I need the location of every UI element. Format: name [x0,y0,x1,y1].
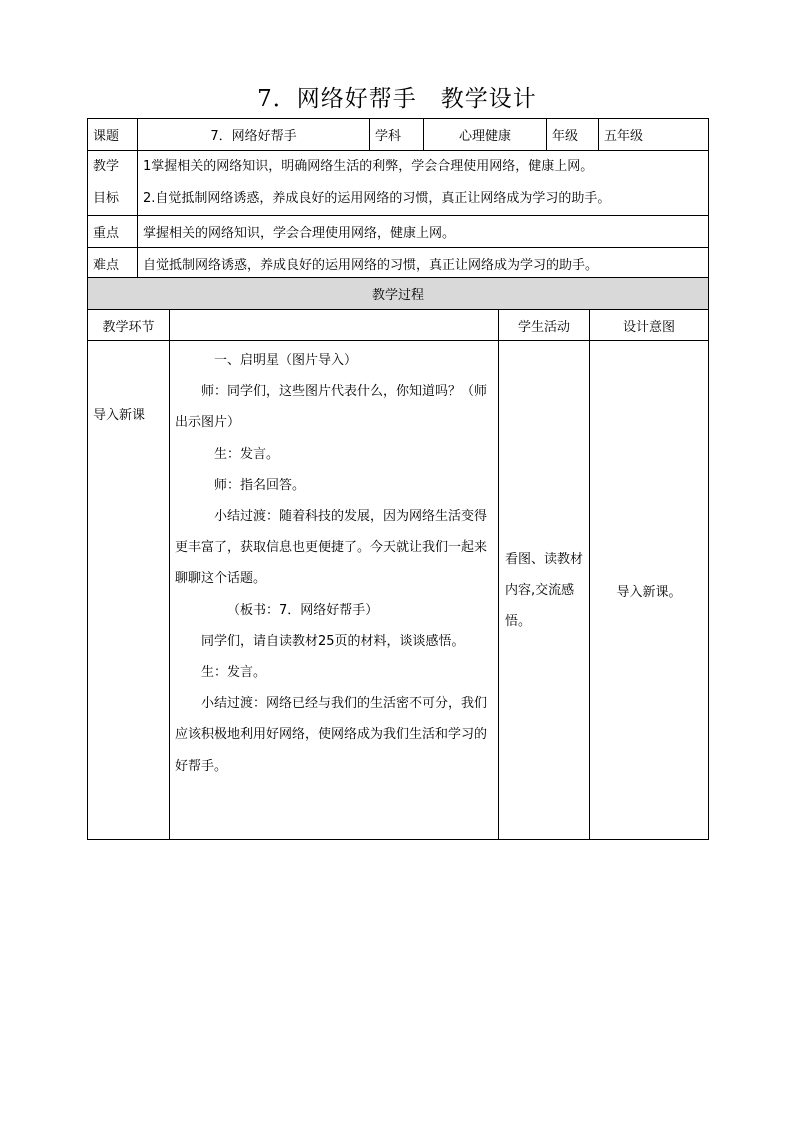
col-student-header: 学生活动 [499,310,590,341]
grade-label: 年级 [547,119,599,151]
process-line: 师：指名回答。 [214,477,306,493]
objectives-label-line-2: 目标 [93,191,120,206]
process-section-title: 教学过程 [88,278,709,310]
process-line: 生：发言。 [214,446,280,462]
topic-value: 7．网络好帮手 [138,119,370,151]
process-column-headers [88,310,709,341]
process-row [88,341,709,840]
col-intent-header: 设计意图 [590,310,709,341]
objectives-label-line-1: 教学 [93,159,120,174]
objective-2: 2.自觉抵制网络诱惑，养成良好的运用网络的习惯，真正让网络成为学习的助手。 [143,191,611,206]
student-activity: 看图、读教材内容,交流感悟。 [499,341,590,840]
key-value: 掌握相关的网络知识，学会合理使用网络，健康上网。 [138,216,709,248]
difficulty-row [88,248,709,280]
difficulty-value: 自觉抵制网络诱惑，养成良好的运用网络的习惯，真正让网络成为学习的助手。 [138,248,709,280]
process-line: 小结过渡：网络已经与我们的生活密不可分，我们应该积极地利用好网络，使网络成为我们生活和学习的好帮手。 [175,696,488,774]
process-line: 同学们，请自读教材25页的材料，谈谈感悟。 [201,633,465,649]
subject-label: 学科 [370,119,424,151]
col-content-header [170,310,499,341]
design-intent: 导入新课。 [590,341,709,840]
stage-cell: 导入新课 [88,341,170,840]
difficulty-label: 难点 [88,248,138,280]
process-line: 师：同学们，这些图片代表什么，你知道吗？（师出示图片） [175,384,488,431]
key-row [88,216,709,248]
page-title: 7．网络好帮手 教学设计 [257,86,537,112]
process-content [170,341,499,840]
teaching-process-table [87,277,709,840]
grade-value: 五年级 [599,119,709,151]
topic-row [88,119,709,151]
objectives-row [88,151,709,216]
process-line: 生：发言。 [201,665,267,681]
process-line: 一、启明星（图片导入） [214,353,358,368]
objectives-label [88,151,138,216]
subject-value: 心理健康 [424,119,547,151]
process-line: （板书：7．网络好帮手） [227,602,379,618]
objectives-value [138,151,709,216]
lesson-info-table [87,118,709,280]
topic-label: 课题 [88,119,138,151]
objective-1: 1掌握相关的网络知识，明确网络生活的利弊，学会合理使用网络，健康上网。 [143,159,594,174]
process-line: 小结过渡：随着科技的发展，因为网络生活变得更丰富了，获取信息也更便捷了。今天就让我们一起来聊聊这个话题。 [175,509,488,587]
key-label: 重点 [88,216,138,248]
process-section-header [88,278,709,310]
col-stage-header: 教学环节 [88,310,170,341]
